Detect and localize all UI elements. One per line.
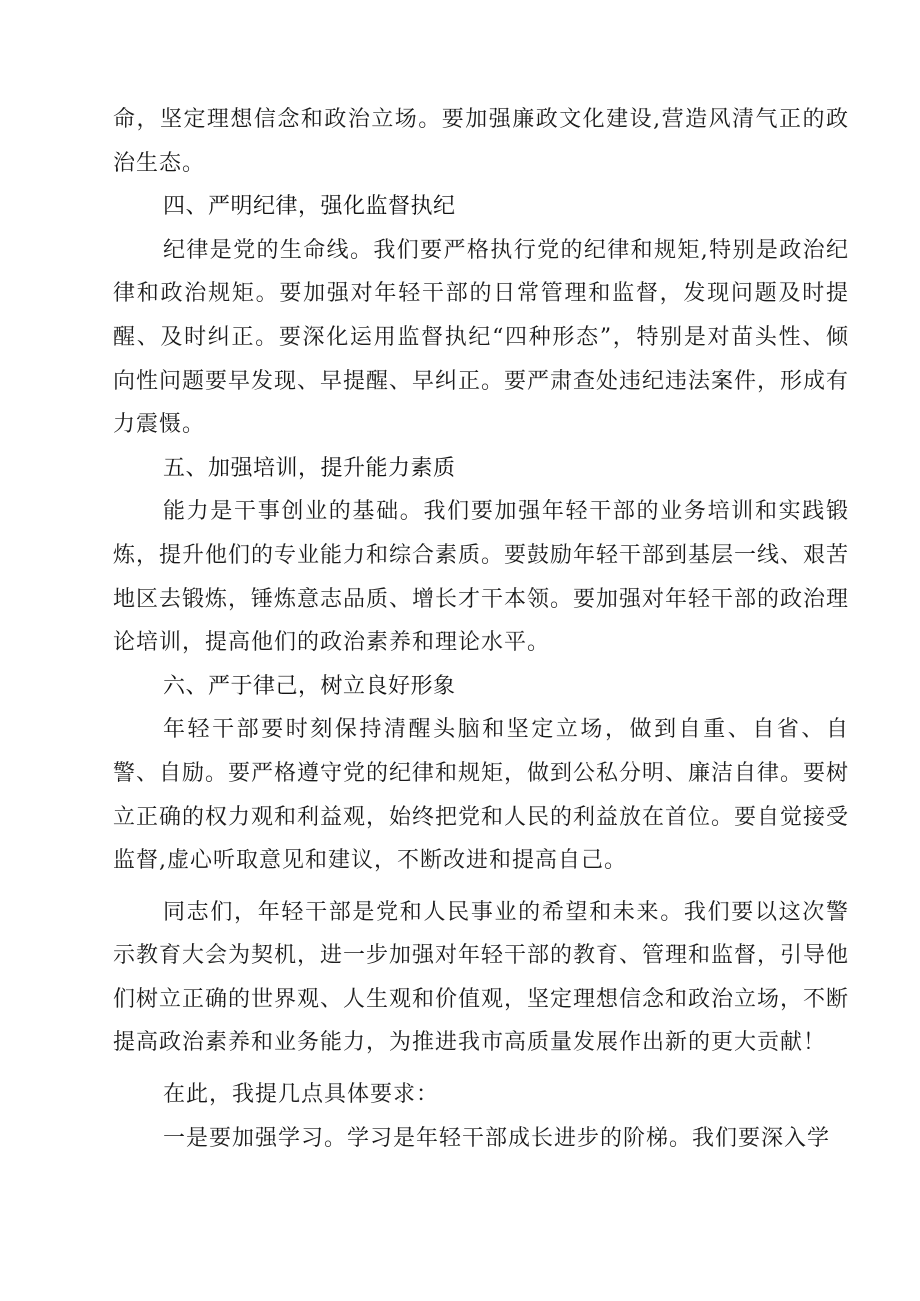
paragraph-continuation: 命，坚定理想信念和政治立场。要加强廉政文化建设,营造风清气正的政治生态。 [113, 107, 849, 176]
paragraph-comrades: 同志们，年轻干部是党和人民事业的希望和未来。我们要以这次警示教育大会为契机，进一步加强对年轻干部的教育、管理和监督，引导他们树立正确的世界观、人生观和价值观，坚定理想信念和政治立场，不断提高政治素养和业务能力，为推进我市高质量发展作出新的更大贡献！ [113, 899, 850, 1056]
paragraph-self-discipline: 年轻干部要时刻保持清醒头脑和坚定立场，做到自重、自省、自警、自励。要严格遵守党的纪律和规矩，做到公私分明、廉洁自律。要树立正确的权力观和利益观，始终把党和人民的利益放在首位。要自觉接受监督,虚心听取意见和建议，不断改进和提高自己。 [113, 717, 850, 874]
paragraph-gap [113, 1065, 849, 1073]
section-heading-6: 六、严于律己，树立良好形象 [163, 673, 456, 699]
paragraph-discipline: 纪律是党的生命线。我们要严格执行党的纪律和规矩,特别是政治纪律和政治规矩。要加强对年轻干部的日常管理和监督，发现问题及时提醒、及时纠正。要深化运用监督执纪“四种形态”，特别是对苗头性、倾向性问题要早发现、早提醒、早纠正。要严肃查处违纪违法案件，形成有力震慑。 [113, 237, 850, 438]
section-heading-4: 四、严明纪律，强化监督执纪 [163, 194, 456, 220]
section-heading-5: 五、加强培训，提升能力素质 [163, 455, 456, 481]
paragraph-requirements-intro: 在此，我提几点具体要求： [163, 1082, 440, 1108]
document-body [113, 98, 849, 1160]
paragraph-requirement-1: 一是要加强学习。学习是年轻干部成长进步的阶梯。我们要深入学 [163, 1125, 831, 1151]
paragraph-training: 能力是干事创业的基础。我们要加强年轻干部的业务培训和实践锻炼，提升他们的专业能力和综合素质。要鼓励年轻干部到基层一线、艰苦地区去锻炼，锤炼意志品质、增长才干本领。要加强对年轻干部的政治理论培训，提高他们的政治素养和理论水平。 [113, 499, 850, 656]
paragraph-gap [113, 883, 849, 891]
